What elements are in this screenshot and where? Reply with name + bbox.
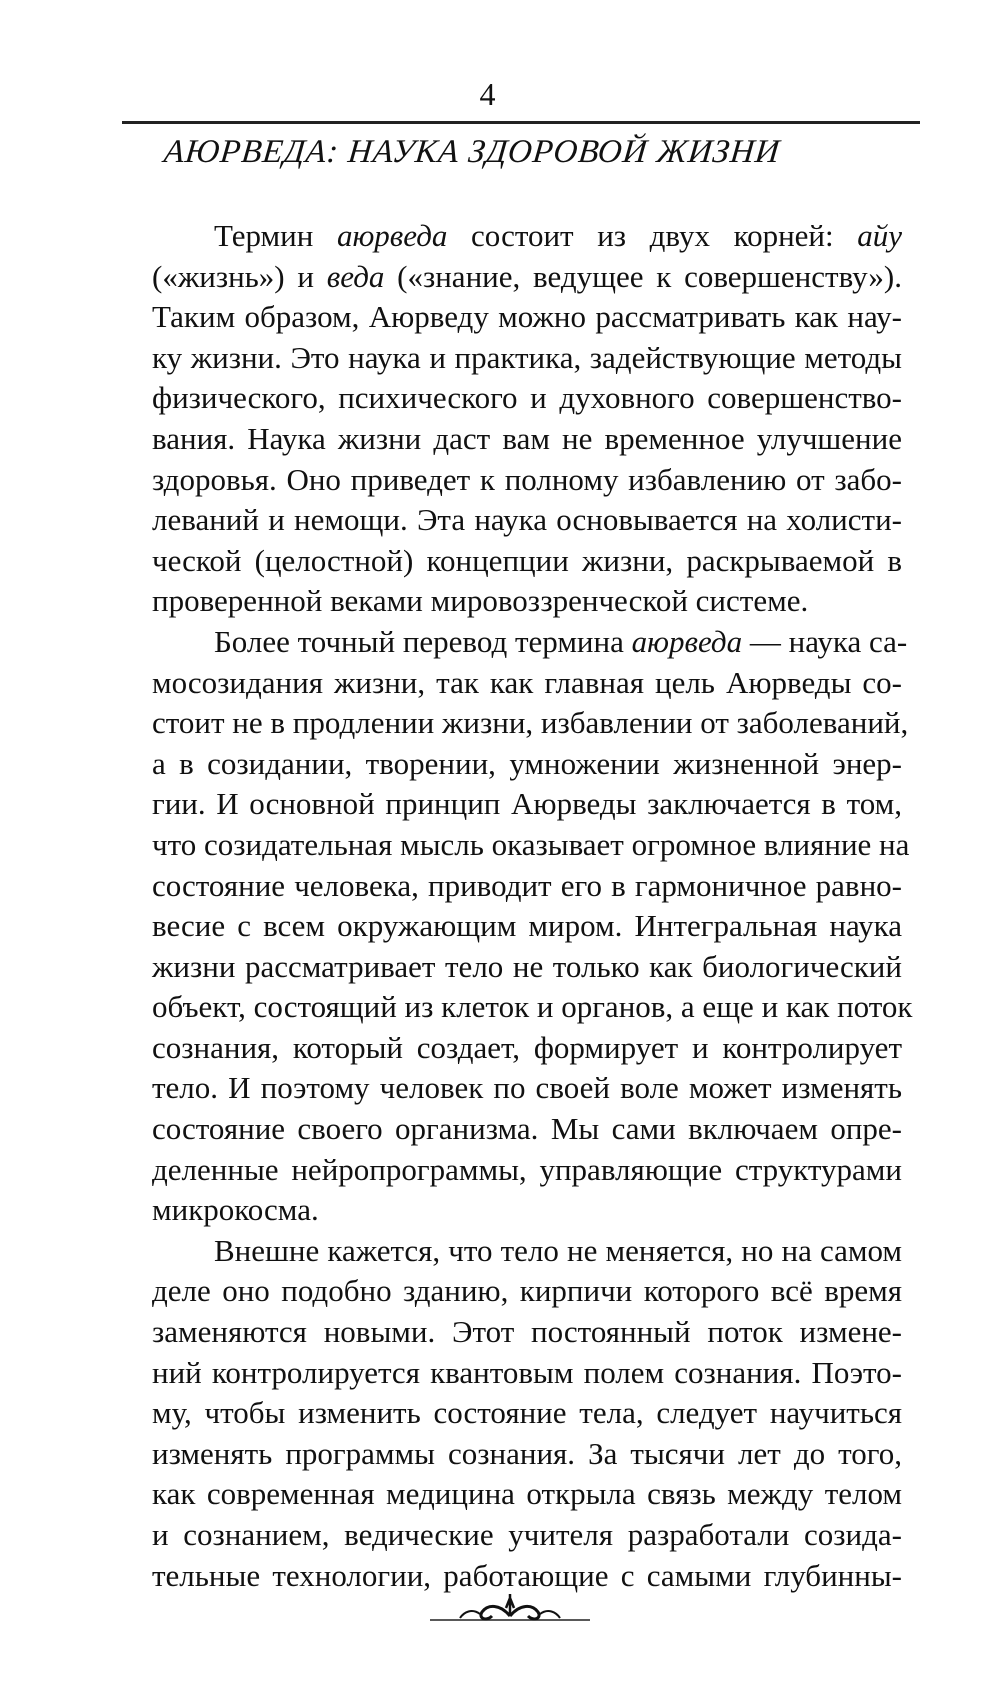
text-line [152,663,902,704]
text-run: («жизнь») и [152,258,327,294]
text-line [152,784,902,825]
text-run: тельные технологии, работающие с самыми глубинны- [152,1557,902,1593]
page-number: 4 [479,76,496,112]
text-run: гии. И основной принцип Аюрведы заключается в том, [152,786,902,822]
text-line [152,1028,902,1069]
text-run: деленные нейропрограммы, управляющие структурами [152,1151,902,1187]
italic-term: аюрведа [336,218,448,253]
text-run: — наука са- [742,623,908,659]
text-line [152,703,909,744]
text-run: как современная медицина открыла связь между телом [152,1476,902,1512]
text-run: Более точный перевод термина [214,623,632,659]
text-run: проверенной веками мировоззренческой системе. [152,583,809,619]
text-run: объект, состоящий из клеток и органов, а еще и как поток [152,989,913,1025]
body-text [152,216,913,1596]
text-line [152,257,902,298]
text-run: состояние своего организма. Мы сами включаем опре- [152,1111,902,1147]
text-run: ку жизни. Это наука и практика, задействующие методы [152,339,902,375]
text-run: («знание, ведущее к совершенству»). [384,258,903,294]
text-run: ческой (целостной) концепции жизни, раскрываемой в [152,542,902,578]
text-line [152,338,902,379]
text-run: а в созидании, творении, умножении жизненной энер- [152,745,902,781]
italic-term: айу [857,218,903,253]
text-line [152,1271,902,1312]
text-line [152,1231,902,1272]
text-line [152,216,902,257]
text-line [152,1312,902,1353]
italic-term: аюрведа [631,623,743,659]
text-run: мосозидания жизни, так как главная цель Аюрведы со- [152,664,902,700]
text-line [152,866,902,907]
text-line [152,825,910,866]
text-line [152,581,902,622]
text-line [152,622,908,663]
text-run: весие с всем окружающим миром. Интегральная наука [152,908,902,944]
text-run: стоит не в продлении жизни, избавлении от заболеваний, [152,705,909,741]
text-line [152,1393,902,1434]
text-line [152,1434,902,1475]
ornament-icon [430,1590,590,1626]
text-line [152,541,902,582]
text-run: состояние человека, приводит его в гармоничное равно- [152,867,902,903]
text-line [152,1150,902,1191]
paragraph [152,216,902,622]
text-line [152,1474,902,1515]
text-line [152,419,902,460]
text-line [152,906,902,947]
running-head: АЮРВЕДА: НАУКА ЗДОРОВОЙ ЖИЗНИ [162,134,782,170]
text-run: Внешне кажется, что тело не меняется, но на самом [214,1232,902,1268]
text-run: что созидательная мысль оказывает огромное влияние на [152,826,910,862]
text-run: Термин [214,218,337,253]
text-line [152,1515,902,1556]
text-run: заменяются новыми. Этот постоянный поток измене- [152,1314,902,1350]
text-run: ний контролируется квантовым полем сознания. Поэто- [152,1354,902,1390]
text-line [152,297,902,338]
text-run: микрокосма. [152,1192,319,1228]
text-run: деле оно подобно зданию, кирпичи которого всё время [152,1273,902,1309]
text-run: жизни рассматривает тело не только как биологический [152,948,902,984]
text-line [152,1109,902,1150]
text-run: состоит из двух корней: [447,218,858,253]
text-run: тело. И поэтому человек по своей воле может изменять [152,1070,902,1106]
text-run: здоровья. Оно приведет к полному избавлению от забо- [152,461,902,497]
paragraph [152,1231,902,1596]
text-line [152,500,902,541]
text-line [152,1068,902,1109]
text-run: и сознанием, ведические учителя разработали созида- [152,1517,902,1552]
text-line [152,947,902,988]
text-run: вания. Наука жизни даст вам не временное улучшение [152,420,902,456]
paragraph [152,622,913,1231]
text-run: сознания, который создает, формирует и контролирует [152,1029,902,1065]
text-run: изменять программы сознания. За тысячи лет до того, [152,1435,902,1471]
text-run: леваний и немощи. Эта наука основывается на холисти- [152,502,902,538]
text-line [152,1190,902,1231]
text-run: Таким образом, Аюрведу можно рассматривать как нау- [152,299,902,335]
text-line [152,744,902,785]
text-run: му, чтобы изменить состояние тела, следует научиться [152,1395,902,1431]
text-line [152,987,913,1028]
header-rule [122,121,920,124]
text-line [152,378,902,419]
text-run: физического, психического и духовного совершенство- [152,380,902,416]
text-line [152,1353,902,1394]
text-line [152,460,902,501]
italic-term: веда [326,258,385,294]
